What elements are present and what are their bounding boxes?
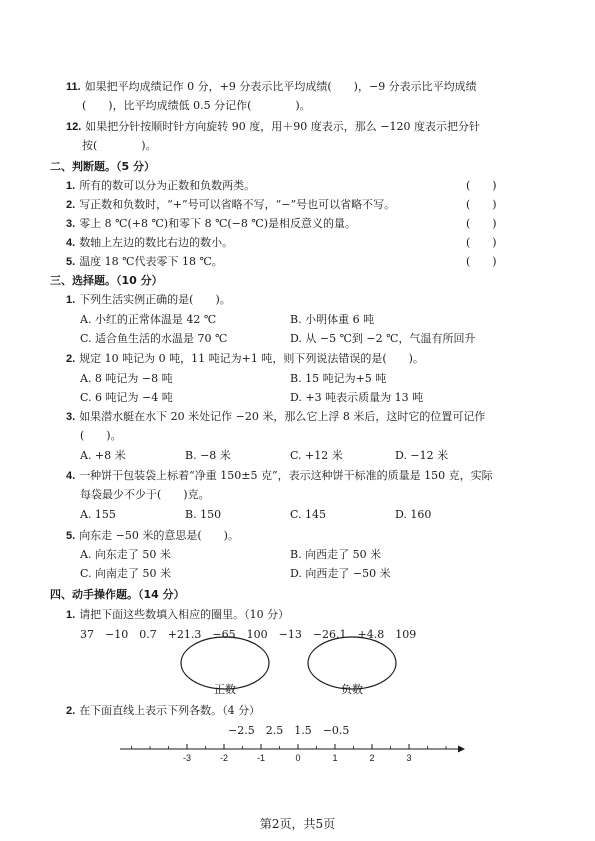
choice-q2-option-d: D. +3 吨表示质量为 13 吨 bbox=[290, 391, 424, 404]
number-line-tick-label: 1 bbox=[332, 753, 338, 763]
choice-q4-line1: 4. 一种饼干包装袋上标着“净重 150±5 克”，表示这种饼干标准的质量是 150 克，实际 bbox=[66, 469, 493, 482]
number-line-tick-label: -3 bbox=[182, 753, 192, 763]
choice-q1-stem: 1. 下列生活实例正确的是( )。 bbox=[66, 293, 231, 306]
choice-q4-line2: 每袋最少不少于( )克。 bbox=[80, 488, 210, 501]
judgement-answer-blank[interactable]: ( ) bbox=[466, 179, 497, 192]
question-11-line1: 11. 如果把平均成绩记作 0 分，+9 分表示比平均成绩( )，−9 分表示比平均成绩 bbox=[66, 80, 477, 93]
judgement-item: 5. 温度 18 ℃代表零下 18 ℃。 bbox=[66, 255, 223, 268]
practical-q2-numbers: −2.5 2.5 1.5 −0.5 bbox=[228, 724, 350, 737]
choice-q5-option-c: C. 向南走了 50 米 bbox=[80, 567, 172, 580]
question-12-line1: 12. 如果把分针按顺时针方向旋转 90 度，用＋90 度表示，那么 −120 度表示把分针 bbox=[66, 120, 480, 133]
judgement-answer-blank[interactable]: ( ) bbox=[466, 236, 497, 249]
section-heading-judgement: 二、判断题。（5 分） bbox=[50, 160, 155, 173]
page-footer: 第2页，共5页 bbox=[259, 817, 336, 831]
judgement-answer-blank[interactable]: ( ) bbox=[466, 255, 497, 268]
number-line-tick-label: -2 bbox=[219, 753, 229, 763]
choice-q5-option-a: A. 向东走了 50 米 bbox=[80, 548, 171, 561]
choice-q3-option-d: D. −12 米 bbox=[395, 449, 449, 462]
practical-q1-stem: 1. 请把下面这些数填入相应的圈里。（10 分） bbox=[66, 608, 290, 621]
question-number: 11. bbox=[66, 81, 81, 93]
choice-q5-option-d: D. 向西走了 −50 米 bbox=[290, 567, 391, 580]
number-line-arrow-icon bbox=[458, 746, 465, 753]
section-heading-practical: 四、动手操作题。（14 分） bbox=[50, 588, 185, 601]
choice-q5-stem: 5. 向东走 −50 米的意思是( )。 bbox=[66, 529, 239, 542]
number-line-tick-label: 0 bbox=[295, 753, 301, 763]
choice-q4-option-a: A. 155 bbox=[80, 508, 116, 521]
choice-q2-stem: 2. 规定 10 吨记为 0 吨，11 吨记为+1 吨，则下列说法错误的是( )。 bbox=[66, 352, 424, 365]
judgement-item: 4. 数轴上左边的数比右边的数小。 bbox=[66, 236, 234, 249]
choice-q4-option-b: B. 150 bbox=[185, 508, 222, 521]
choice-q1-option-d: D. 从 −5 ℃到 −2 ℃，气温有所回升 bbox=[290, 332, 476, 345]
choice-q4-option-d: D. 160 bbox=[395, 508, 432, 521]
choice-q3-line1: 3. 如果潜水艇在水下 20 米处记作 −20 米，那么它上浮 8 米后，这时它的位置可记作 bbox=[66, 410, 486, 423]
choice-q4-option-c: C. 145 bbox=[290, 508, 327, 521]
choice-q1-option-c: C. 适合鱼生活的水温是 70 ℃ bbox=[80, 332, 228, 345]
judgement-answer-blank[interactable]: ( ) bbox=[466, 198, 497, 211]
choice-q1-option-b: B. 小明体重 6 吨 bbox=[290, 313, 375, 326]
question-number: 12. bbox=[66, 121, 82, 133]
choice-q3-line2: ( )。 bbox=[80, 429, 122, 442]
judgement-answer-blank[interactable]: ( ) bbox=[466, 217, 497, 230]
choice-q2-option-b: B. 15 吨记为+5 吨 bbox=[290, 372, 387, 385]
positive-circle-label: 正数 bbox=[214, 683, 236, 696]
section-heading-choice: 三、选择题。（10 分） bbox=[50, 274, 163, 287]
choice-q3-option-a: A. +8 米 bbox=[80, 449, 126, 462]
negative-circle-label: 负数 bbox=[341, 683, 363, 696]
judgement-item: 2. 写正数和负数时，“+”号可以省略不写，“−”号也可以省略不写。 bbox=[66, 198, 396, 211]
question-11-line2: ( )，比平均成绩低 0.5 分记作( )。 bbox=[82, 99, 311, 112]
question-12-line2: 按( )。 bbox=[82, 139, 157, 152]
choice-q5-option-b: B. 向西走了 50 米 bbox=[290, 548, 382, 561]
number-line-tick-label: 2 bbox=[369, 753, 375, 763]
judgement-item: 3. 零上 8 ℃(+8 ℃)和零下 8 ℃(−8 ℃)是相反意义的量。 bbox=[66, 217, 356, 230]
judgement-item: 1. 所有的数可以分为正数和负数两类。 bbox=[66, 179, 256, 192]
number-line-tick-label: 3 bbox=[406, 753, 412, 763]
choice-q2-option-a: A. 8 吨记为 −8 吨 bbox=[80, 372, 173, 385]
choice-q3-option-c: C. +12 米 bbox=[290, 449, 343, 462]
practical-q1-numbers: 37 −10 0.7 +21.3 −65 100 −13 −26.1 +4.8 109 bbox=[80, 628, 417, 641]
choice-q3-option-b: B. −8 米 bbox=[185, 449, 231, 462]
choice-q1-option-a: A. 小红的正常体温是 42 ℃ bbox=[80, 313, 217, 326]
number-line-tick-label: -1 bbox=[256, 753, 266, 763]
practical-q2-stem: 2. 在下面直线上表示下列各数。（4 分） bbox=[66, 704, 261, 717]
choice-q2-option-c: C. 6 吨记为 −4 吨 bbox=[80, 391, 173, 404]
